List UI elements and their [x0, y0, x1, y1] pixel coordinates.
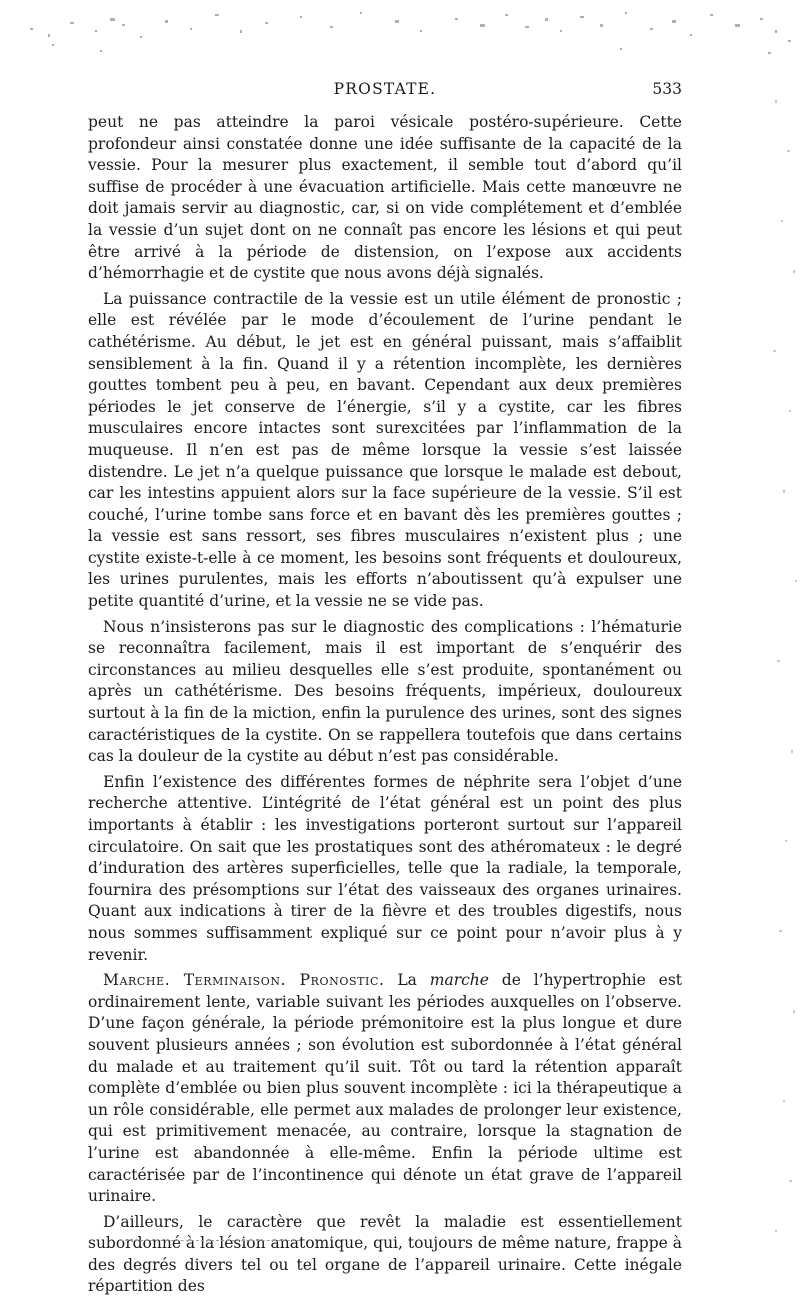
page-number: 533 [652, 80, 682, 98]
paragraph: peut ne pas atteindre la paroi vésicale postéro-supérieure. Cette profondeur ainsi constatée donne une idée suffisante de la capacité de la vessie. Pour la mesurer plus exactement, il semble tout d’abord qu’il suffise de procéder à une évacuation artificielle. Mais cette manœuvre ne doit jamais servir au diagnostic, car, si on vide complétement et d’emblée la vessie d’un sujet dont on ne connaît pas encore les lésions et qui peut être arrivé à la période de distension, on l’expose aux accidents d’hémorrhagie et de cystite que nous avons déjà signalés. [88, 113, 682, 283]
paragraph: La puissance contractile de la vessie est un utile élément de pronostic ; elle est révélée par le mode d’écoulement de l’urine pendant le cathétérisme. Au début, le jet est en général puissant, mais s’affaiblit sensiblement à la fin. Quand il y a rétention incomplète, les dernières gouttes tombent peu à peu, en bavant. Cependant aux deux premières périodes le jet conserve de l’énergie, s’il y a cystite, car les fibres musculaires encore intactes sont surexcitées par l’inflammation de la muqueuse. Il n’en est pas de même lorsque la vessie s’est laissée distendre. Le jet n’a quelque puissance que lorsque le malade est debout, car les intestins appuient alors sur la face supérieure de la vessie. S’il est couché, l’urine tombe sans force et en bavant dès les premières gouttes ; la vessie est sans ressort, ses fibres musculaires n’existent plus ; une cystite existe-t-elle à ce moment, les besoins sont fréquents et douloureux, les urines purulentes, mais les efforts n’aboutissent qu’à expulser une petite quantité d’urine, et la vessie ne se vide pas. [88, 289, 682, 611]
paragraph: Enfin l’existence des différentes formes de néphrite sera l’objet d’une recherche attentive. L’intégrité de l’état général est un point des plus importants à établir : les investigations porteront surtout sur l’appareil circulatoire. On sait que les prostatiques sont des athéromateux : le degré d’induration des artères superficielles, telle que la radiale, la temporale, fournira des présomptions sur l’état des vaisseaux des organes urinaires. Quant aux indications à tirer de la fièvre et des troubles digestifs, nous nous sommes suffisamment expliqué sur ce point pour n’avoir plus à y revenir. [88, 772, 682, 964]
running-head [88, 80, 682, 104]
body-text [88, 112, 682, 1298]
margin-scan-noise [745, 60, 800, 1260]
paragraph: Nous n’insisterons pas sur le diagnostic des complications : l’hématurie se reconnaîtra facilement, mais il est important de s’enquérir des circonstances au milieu desquelles elle s’est produite, spontanément ou après un cathétérisme. Des besoins fréquents, impérieux, douloureux surtout à la fin de la miction, enfin la purulence des urines, sont des signes caractéristiques de la cystite. On se rappellera toutefois que dans certains cas la douleur de la cystite au début n’est pas considérable. [88, 617, 682, 766]
emphasis: marche [429, 971, 489, 990]
paragraph-text: de l’hypertrophie est ordinairement lente, variable suivant les périodes auxquelles on l’observe. D’une façon générale, la période prémonitoire est la plus longue et dure souvent plusieurs années ; son évolution est subordonnée à l’état général du malade et au traitement qu’il suit. Tôt ou tard la rétention apparaît complète d’emblée ou bien plus souvent incomplète : ici la thérapeutique a un rôle considérable, elle permet aux malades de prolonger leur existence, qui est primitivement menacée, au contraire, lorsque la stagnation de l’urine est abandonnée à elle-même. Enfin la période ultime est caractérisée par de l’incontinence qui dénote un état grave de l’appareil urinaire. [88, 971, 683, 1206]
running-title: PROSTATE. [333, 80, 437, 98]
section-heading: Marche. Terminaison. Pronostic. [103, 971, 385, 990]
top-scan-noise [0, 0, 800, 70]
footer-rule [120, 1240, 300, 1243]
paragraph-section [88, 970, 682, 1208]
paragraph: D’ailleurs, le caractère que revêt la maladie est essentiellement subordonné à la lésion anatomique, qui, toujours de même nature, frappe à des degrés divers tel ou tel organe de l’appareil urinaire. Cette inégale répartition des [88, 1212, 682, 1296]
paragraph-text: La [384, 971, 430, 990]
